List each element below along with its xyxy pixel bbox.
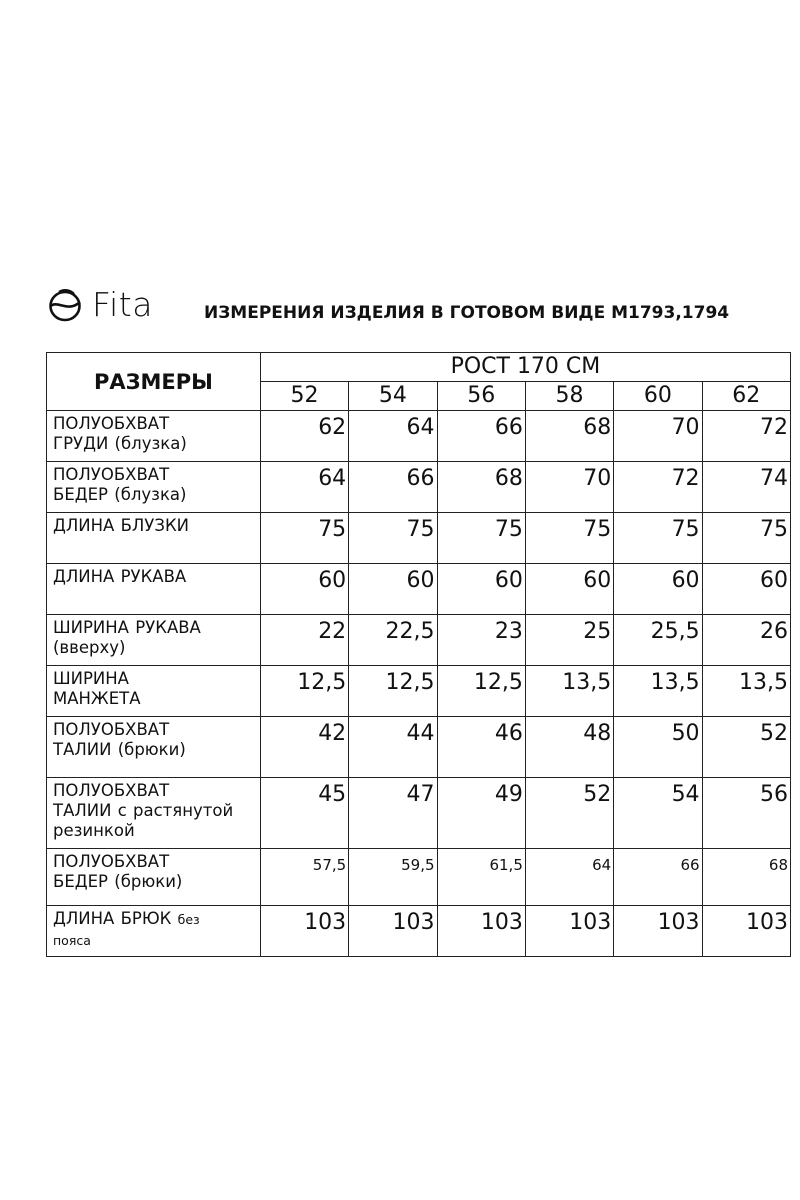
- fita-logo-icon: [46, 285, 86, 325]
- size-chart-body: [47, 411, 791, 957]
- value-cell: 50: [614, 717, 702, 778]
- row-label-main: ПОЛУОБХВАТ ТАЛИИ с растянутой резинкой: [53, 781, 234, 840]
- value-cell: 72: [614, 462, 702, 513]
- table-row: [47, 906, 791, 957]
- value-cell: 68: [702, 849, 790, 906]
- size-header-cell: 58: [525, 382, 613, 411]
- sizes-header: РАЗМЕРЫ: [47, 353, 261, 411]
- value-cell: 66: [349, 462, 437, 513]
- brand-name: Fita: [92, 285, 153, 324]
- row-label: [47, 615, 261, 666]
- size-header-cell: 56: [437, 382, 525, 411]
- value-cell: 74: [702, 462, 790, 513]
- value-cell: 68: [437, 462, 525, 513]
- table-row: [47, 717, 791, 778]
- value-cell: 103: [260, 906, 348, 957]
- value-cell: 75: [614, 513, 702, 564]
- value-cell: 60: [525, 564, 613, 615]
- value-cell: 60: [437, 564, 525, 615]
- row-label-main: ДЛИНА РУКАВА: [53, 567, 187, 586]
- value-cell: 22: [260, 615, 348, 666]
- row-label: [47, 849, 261, 906]
- brand-logo: [46, 284, 153, 326]
- value-cell: 60: [702, 564, 790, 615]
- value-cell: 75: [525, 513, 613, 564]
- value-cell: 64: [260, 462, 348, 513]
- row-label: [47, 906, 261, 957]
- value-cell: 103: [614, 906, 702, 957]
- value-cell: 62: [260, 411, 348, 462]
- value-cell: 103: [437, 906, 525, 957]
- value-cell: 64: [525, 849, 613, 906]
- value-cell: 75: [349, 513, 437, 564]
- row-label: [47, 666, 261, 717]
- value-cell: 66: [614, 849, 702, 906]
- row-label-main: ПОЛУОБХВАТ БЕДЕР (блузка): [53, 465, 187, 504]
- value-cell: 42: [260, 717, 348, 778]
- value-cell: 103: [702, 906, 790, 957]
- size-header-cell: 54: [349, 382, 437, 411]
- row-label-main: ДЛИНА БЛУЗКИ: [53, 516, 189, 535]
- value-cell: 13,5: [614, 666, 702, 717]
- row-label: [47, 411, 261, 462]
- value-cell: 70: [525, 462, 613, 513]
- size-header-cell: 60: [614, 382, 702, 411]
- value-cell: 22,5: [349, 615, 437, 666]
- value-cell: 13,5: [702, 666, 790, 717]
- value-cell: 13,5: [525, 666, 613, 717]
- value-cell: 47: [349, 778, 437, 849]
- row-label: [47, 778, 261, 849]
- value-cell: 66: [437, 411, 525, 462]
- value-cell: 26: [702, 615, 790, 666]
- value-cell: 48: [525, 717, 613, 778]
- value-cell: 68: [525, 411, 613, 462]
- page-title: ИЗМЕРЕНИЯ ИЗДЕЛИЯ В ГОТОВОМ ВИДЕ М1793,1794: [204, 303, 730, 323]
- value-cell: 59,5: [349, 849, 437, 906]
- value-cell: 57,5: [260, 849, 348, 906]
- table-row: [47, 564, 791, 615]
- value-cell: 52: [525, 778, 613, 849]
- table-row: [47, 778, 791, 849]
- row-label: [47, 564, 261, 615]
- row-label-main: ПОЛУОБХВАТ ГРУДИ (блузка): [53, 414, 187, 453]
- value-cell: 44: [349, 717, 437, 778]
- value-cell: 60: [349, 564, 437, 615]
- value-cell: 60: [614, 564, 702, 615]
- row-label-note: без пояса: [53, 912, 200, 948]
- value-cell: 52: [702, 717, 790, 778]
- row-label-main: ШИРИНА МАНЖЕТА: [53, 669, 141, 708]
- value-cell: 12,5: [437, 666, 525, 717]
- table-row: [47, 513, 791, 564]
- row-label: [47, 717, 261, 778]
- row-label-main: ПОЛУОБХВАТ ТАЛИИ (брюки): [53, 720, 186, 759]
- page-header: [46, 284, 746, 334]
- value-cell: 12,5: [349, 666, 437, 717]
- row-label-main: ДЛИНА БРЮК: [53, 909, 172, 928]
- row-label: [47, 462, 261, 513]
- table-row: [47, 666, 791, 717]
- value-cell: 61,5: [437, 849, 525, 906]
- value-cell: 70: [614, 411, 702, 462]
- table-row: [47, 849, 791, 906]
- value-cell: 23: [437, 615, 525, 666]
- value-cell: 46: [437, 717, 525, 778]
- value-cell: 72: [702, 411, 790, 462]
- row-label-main: ПОЛУОБХВАТ БЕДЕР (брюки): [53, 852, 183, 891]
- size-header-cell: 52: [260, 382, 348, 411]
- value-cell: 60: [260, 564, 348, 615]
- row-label-main: ШИРИНА РУКАВА (вверху): [53, 618, 201, 657]
- value-cell: 45: [260, 778, 348, 849]
- value-cell: 103: [349, 906, 437, 957]
- value-cell: 64: [349, 411, 437, 462]
- table-row: [47, 615, 791, 666]
- height-header: РОСТ 170 СМ: [260, 353, 790, 382]
- value-cell: 75: [437, 513, 525, 564]
- value-cell: 56: [702, 778, 790, 849]
- row-label: [47, 513, 261, 564]
- value-cell: 75: [260, 513, 348, 564]
- value-cell: 54: [614, 778, 702, 849]
- table-row: [47, 411, 791, 462]
- value-cell: 75: [702, 513, 790, 564]
- value-cell: 12,5: [260, 666, 348, 717]
- value-cell: 49: [437, 778, 525, 849]
- value-cell: 103: [525, 906, 613, 957]
- size-chart-table: [46, 352, 791, 957]
- value-cell: 25: [525, 615, 613, 666]
- table-row: [47, 462, 791, 513]
- value-cell: 25,5: [614, 615, 702, 666]
- header-row-height: [47, 353, 791, 382]
- size-header-cell: 62: [702, 382, 790, 411]
